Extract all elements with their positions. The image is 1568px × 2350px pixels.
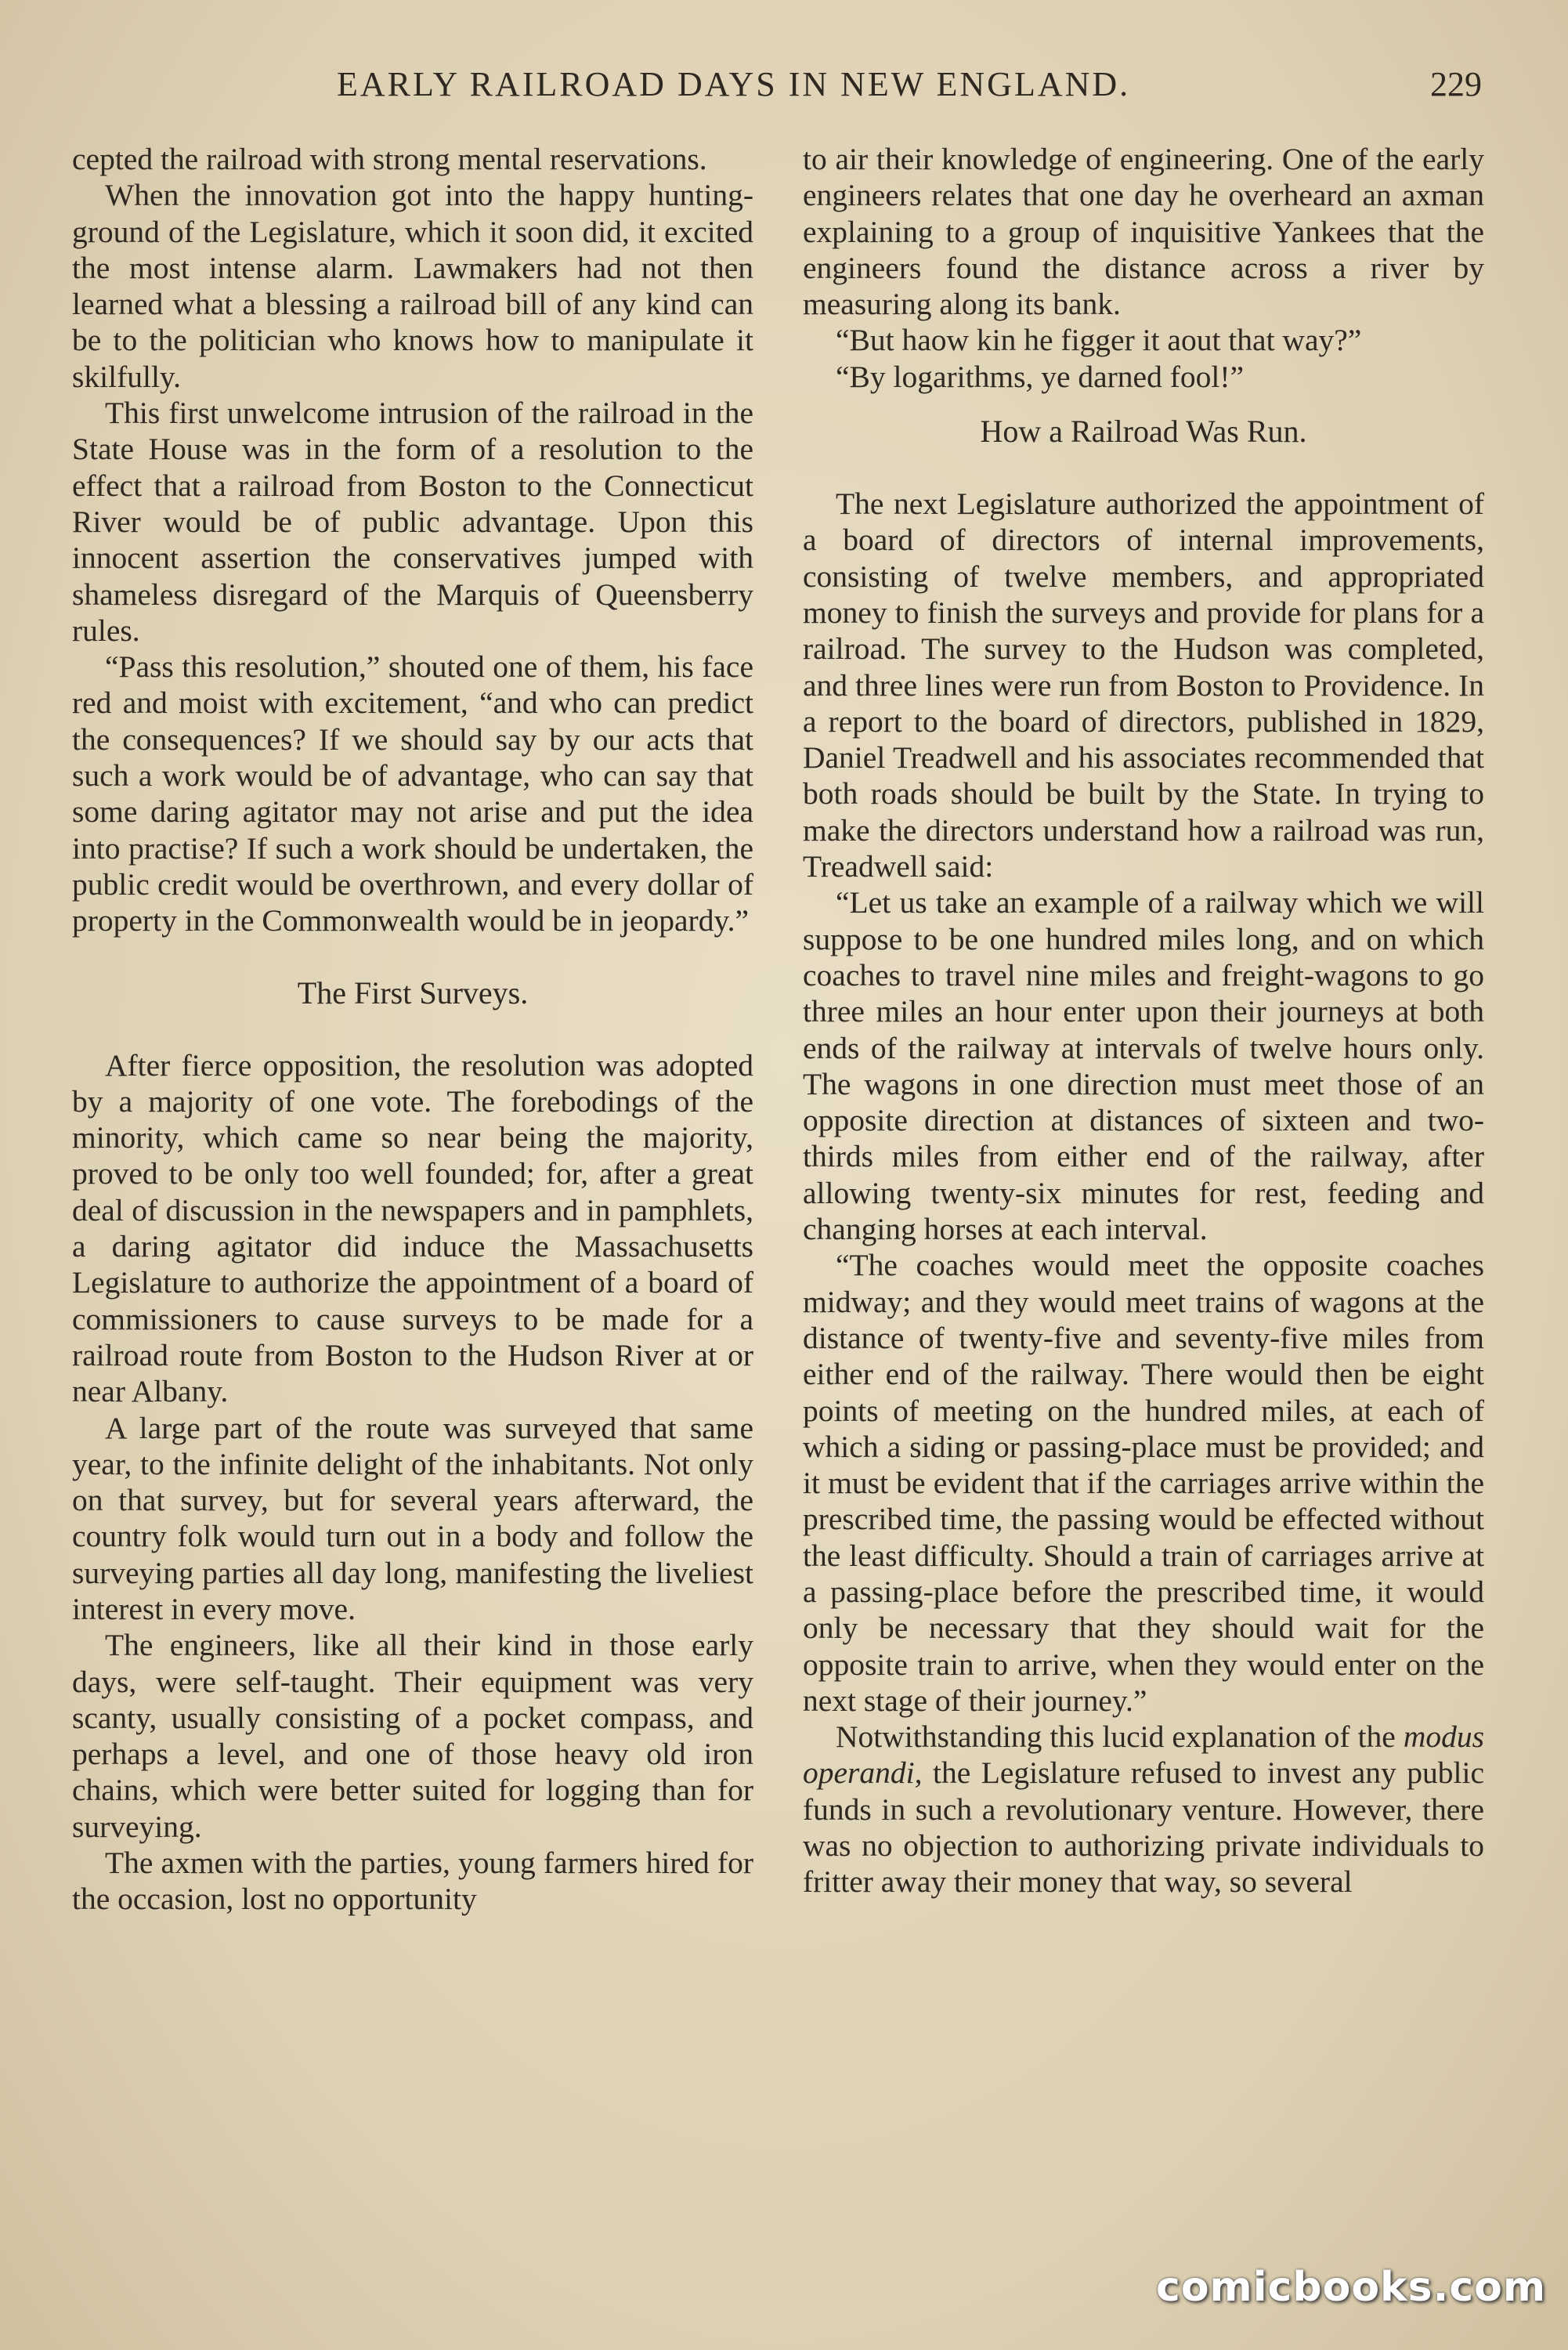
- paragraph: The next Legislature authorized the appointment of a board of directors of internal improvements, consisting of twelve members, and appropriated money to finish the surveys and provide for plans for a railroad. The survey to the Hudson was completed, and three lines were run from Boston to Providence. In a report to the board of directors, published in 1829, Daniel Treadwell and his associates recommended that both roads should be built by the State. In trying to make the directors understand how a railroad was run, Treadwell said:: [803, 486, 1484, 884]
- paragraph: The axmen with the parties, young farmers hired for the occasion, lost no opportunity: [72, 1846, 753, 1917]
- italic-phrase: modus operandi,: [803, 1719, 1484, 1791]
- paragraph: This first unwelcome intrusion of the railroad in the State House was in the form of a resolution to the effect that a railroad from Boston to the Connecticut River would be of public advantage. Upon this innocent assertion the conservatives jumped with shameless disregard of the Marquis of Queensberry rules.: [72, 396, 753, 648]
- paragraph: When the innovation got into the happy hunting-ground of the Legislature, which it soon did, it excited the most intense alarm. Lawmakers had not then learned what a blessing a railroad bill of any kind can be to the politician who knows how to manipulate it skilfully.: [72, 178, 753, 394]
- paragraph: “The coaches would meet the opposite coaches midway; and they would meet trains of wagons at the distance of twenty-five and seventy-five miles from either end of the railway. There would then be eight points of meeting on the hundred miles, at each of which a siding or passing-place must be provided; and it must be evident that if the carriages arrive within the prescribed time, the passing would be effected without the least difficulty. Should a train of carriages arrive at a passing-place before the prescribed time, it would only be necessary that they should wait for the opposite train to arrive, when they would enter on the next stage of their journey.”: [803, 1248, 1484, 1718]
- running-header: EARLY RAILROAD DAYS IN NEW ENGLAND.: [337, 65, 1131, 103]
- paragraph: “But haow kin he figger it aout that way?”: [836, 323, 1362, 358]
- paragraph: After fierce opposition, the resolution was adopted by a majority of one vote. The forebodings of the minority, which came so near being the majority, proved to be only too well founded; for, after a great deal of discussion in the newspapers and in pamphlets, a daring agitator did induce the Massachusetts Legislature to authorize the appointment of a board of commissioners to cause surveys to be made for a railroad route from Boston to the Hudson River at or near Albany.: [72, 1047, 753, 1409]
- page-number: 229: [1430, 65, 1482, 103]
- paragraph: “By logarithms, ye darned fool!”: [836, 359, 1245, 394]
- right-column: [803, 141, 1484, 2287]
- paragraph: cepted the railroad with strong mental reservations.: [72, 142, 707, 176]
- paragraph: “Let us take an example of a railway which we will suppose to be one hundred miles long, and on which coaches to travel nine miles and freight-wagons to go three miles an hour enter upon their journeys at both ends of the railway at intervals of twelve hours only. The wagons in one direction must meet those of an opposite direction at distances of sixteen and two-thirds miles from either end of the railway, after allowing twenty-six minutes for rest, feeding and changing horses at each interval.: [803, 885, 1484, 1247]
- left-column: [72, 141, 753, 2287]
- paragraph: “Pass this resolution,” shouted one of them, his face red and moist with excitement, “and who can predict the consequences? If we should say by our acts that such a work would be of advantage, who can say that some daring agitator may not arise and put the idea into practise? If such a work should be undertaken, the public credit would be overthrown, and every dollar of property in the Commonwealth would be in jeopardy.”: [72, 649, 753, 938]
- section-heading: The First Surveys.: [297, 974, 529, 1010]
- watermark-link[interactable]: comicbooks.com: [1156, 2264, 1547, 2311]
- paragraph-text: the Legislature refused to invest any public funds in such a revolutionary venture. However, there was no objection to authorizing private individuals to fritter away their money that way, so several: [803, 1755, 1484, 1900]
- section-heading: How a Railroad Was Run.: [980, 414, 1307, 450]
- paragraph: to air their knowledge of engineering. One of the early engineers relates that one day he overheard an axman explaining to a group of inquisitive Yankees that the engineers found the distance across a river by measuring along its bank.: [803, 142, 1484, 322]
- paragraph: A large part of the route was surveyed that same year, to the infinite delight of the inhabitants. Not only on that survey, but for several years afterward, the country folk would turn out in a body and follow the surveying parties all day long, manifesting the liveliest interest in every move.: [72, 1410, 753, 1626]
- paragraph-text: Notwithstanding this lucid explanation of the: [836, 1719, 1404, 1755]
- paragraph: The engineers, like all their kind in those early days, were self-taught. Their equipment was very scanty, usually consisting of a pocket compass, and perhaps a level, and one of those heavy old iron chains, which were better suited for logging than for surveying.: [72, 1628, 753, 1844]
- paragraph: [803, 1719, 1484, 1900]
